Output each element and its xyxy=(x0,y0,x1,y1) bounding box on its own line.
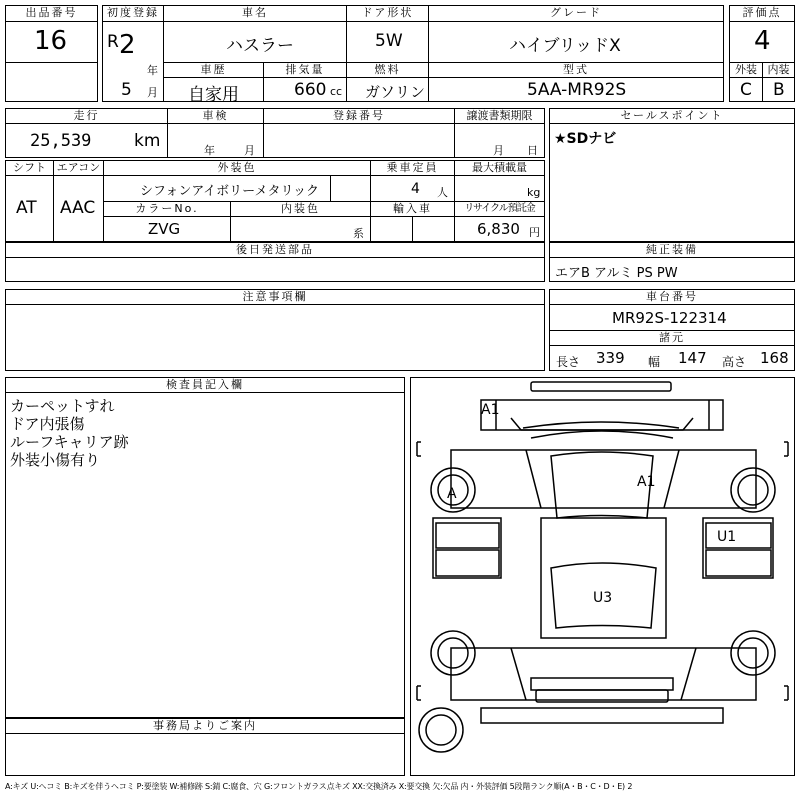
inspector-note: ルーフキャリア跡 xyxy=(10,433,129,451)
fuel: ガソリン xyxy=(365,83,426,101)
dims-hgt: 168 xyxy=(760,349,789,367)
int-color-cell xyxy=(230,216,371,242)
later-parts-label: 後日発送部品 xyxy=(5,242,545,258)
load-cell xyxy=(454,175,545,202)
first-reg-label: 初度登録 xyxy=(102,5,164,22)
color-no-label: カラーNo. xyxy=(103,201,231,217)
year-unit: 年 xyxy=(147,64,158,77)
era: R xyxy=(107,32,119,52)
chassis: MR92S-122314 xyxy=(612,309,727,327)
inspector-cell xyxy=(5,392,405,718)
door-label: ドア形状 xyxy=(346,5,429,22)
door-cell xyxy=(346,21,429,63)
import-cell-a xyxy=(370,216,413,242)
score-label: 評価点 xyxy=(729,5,795,22)
capacity-unit: 人 xyxy=(437,186,448,199)
insp-year-unit: 年 xyxy=(204,144,215,157)
dims-wid: 147 xyxy=(678,349,707,367)
lot-no-label: 出品番号 xyxy=(5,5,98,22)
score: 4 xyxy=(754,26,771,56)
load-unit: kg xyxy=(527,186,541,199)
equipment: エアB アルミ PS PW xyxy=(555,266,678,281)
score-cell xyxy=(729,21,795,63)
capacity-cell xyxy=(370,175,455,202)
exterior-cell xyxy=(729,77,763,102)
shift-label: シフト xyxy=(5,160,54,176)
dims-label: 諸元 xyxy=(549,330,795,346)
displacement-label: 排気量 xyxy=(263,62,347,78)
mileage-cell xyxy=(5,123,168,158)
inspector-label: 検査員記入欄 xyxy=(5,377,405,393)
shift: AT xyxy=(16,198,37,218)
insp-month-unit: 月 xyxy=(244,144,255,157)
recycle-label: リサイクル預託金 xyxy=(454,201,545,217)
sales-text: ★SDナビ xyxy=(554,131,617,147)
load-label: 最大積載量 xyxy=(454,160,545,176)
capacity-label: 乗車定員 xyxy=(370,160,455,176)
inspector-note: カーペットすれ xyxy=(10,397,115,415)
import-cell-b xyxy=(412,216,455,242)
interior-cell xyxy=(762,77,795,102)
displacement-cell xyxy=(263,77,347,102)
equipment-label: 純正装備 xyxy=(549,242,795,258)
interior: B xyxy=(773,80,785,100)
fuel-cell xyxy=(346,77,429,102)
color-no: ZVG xyxy=(148,220,181,238)
chassis-label: 車台番号 xyxy=(549,289,795,305)
lot-no: 16 xyxy=(34,26,68,56)
mileage-unit: km xyxy=(134,131,161,151)
recycle-cell xyxy=(454,216,545,242)
dims-hgt-label: 高さ xyxy=(722,355,747,369)
grade-cell xyxy=(428,21,724,63)
lot-blank xyxy=(5,62,98,102)
inspection-label: 車検 xyxy=(167,108,264,124)
recycle: 6,830 xyxy=(477,220,520,238)
transfer-month-unit: 月 xyxy=(493,144,504,157)
dims-cell xyxy=(549,345,795,371)
int-color-label: 内装色 xyxy=(230,201,371,217)
month-unit: 月 xyxy=(147,86,158,99)
transfer-cell xyxy=(454,123,545,158)
dims-wid-label: 幅 xyxy=(648,355,661,369)
fuel-label: 燃料 xyxy=(346,62,429,78)
import-label: 輸入車 xyxy=(370,201,455,217)
model-cell xyxy=(428,77,724,102)
notes-cell xyxy=(5,304,545,371)
color-no-cell xyxy=(103,216,231,242)
inspector-note: 外装小傷有り xyxy=(10,451,101,469)
mileage-label: 走行 xyxy=(5,108,168,124)
mileage: 25,539 xyxy=(30,131,92,151)
history-cell xyxy=(163,77,264,105)
color: シフォンアイボリーメタリック xyxy=(140,184,320,199)
reg-no-cell xyxy=(263,123,455,158)
model: 5AA-MR92S xyxy=(527,80,627,100)
color-label: 外装色 xyxy=(103,160,371,176)
model-label: 型式 xyxy=(428,62,724,78)
car-name-cell xyxy=(163,21,347,63)
recycle-unit: 円 xyxy=(529,226,540,239)
inspector-note: ドア内張傷 xyxy=(10,415,85,433)
ac-label: エアコン xyxy=(53,160,104,176)
ac-cell xyxy=(53,175,104,242)
damage-mark: A1 xyxy=(481,402,500,418)
grade-label: グレード xyxy=(428,5,724,22)
inspection-cell xyxy=(167,123,264,158)
displacement: 660 xyxy=(294,80,327,100)
history: 自家用 xyxy=(188,85,239,105)
car-diagram xyxy=(410,377,795,776)
sales-label: セールスポイント xyxy=(549,108,795,124)
exterior: C xyxy=(740,80,752,100)
lot-no-cell xyxy=(5,21,98,63)
dims-len: 339 xyxy=(596,349,625,367)
reg-year: 2 xyxy=(119,30,136,60)
door: 5W xyxy=(375,31,403,51)
capacity: 4 xyxy=(411,181,420,197)
reg-month: 5 xyxy=(121,80,132,100)
transfer-label: 譲渡書類期限 xyxy=(454,108,545,124)
damage-mark: U3 xyxy=(593,590,613,606)
color-cell xyxy=(103,175,331,202)
interior-label: 内装 xyxy=(762,62,795,78)
car-diagram-svg xyxy=(411,378,794,775)
reg-no-label: 登録番号 xyxy=(263,108,455,124)
sales-cell xyxy=(549,123,795,242)
displacement-unit: cc xyxy=(330,85,343,98)
car-name: ハスラー xyxy=(226,36,294,56)
transfer-day-unit: 日 xyxy=(527,144,538,157)
dims-len-label: 長さ xyxy=(556,355,581,369)
int-color-unit: 系 xyxy=(353,227,364,240)
damage-mark: U1 xyxy=(717,529,737,545)
color-extra-cell xyxy=(330,175,371,202)
damage-mark: A1 xyxy=(637,474,656,490)
equipment-cell xyxy=(549,257,795,282)
chassis-cell xyxy=(549,304,795,331)
notes-label: 注意事項欄 xyxy=(5,289,545,305)
damage-mark: A xyxy=(447,486,457,502)
later-parts-cell xyxy=(5,257,545,282)
grade: ハイブリッドX xyxy=(509,36,621,56)
legend: A:キズ U:ヘコミ B:キズを伴うヘコミ P:要塗装 W:補修跡 S:錆 C:腐食、穴 G:フロントガラス点キズ XX:交換済み X:要交換 欠:欠品 内・外装評価 5段階ランク順(A・B・C・D・E) 2 xyxy=(5,782,633,791)
office-label: 事務局よりご案内 xyxy=(5,718,405,734)
car-name-label: 車名 xyxy=(163,5,347,22)
first-reg-cell xyxy=(102,21,164,102)
history-label: 車歴 xyxy=(163,62,264,78)
exterior-label: 外装 xyxy=(729,62,763,78)
office-cell xyxy=(5,733,405,776)
ac: AAC xyxy=(60,198,96,218)
shift-cell xyxy=(5,175,54,242)
